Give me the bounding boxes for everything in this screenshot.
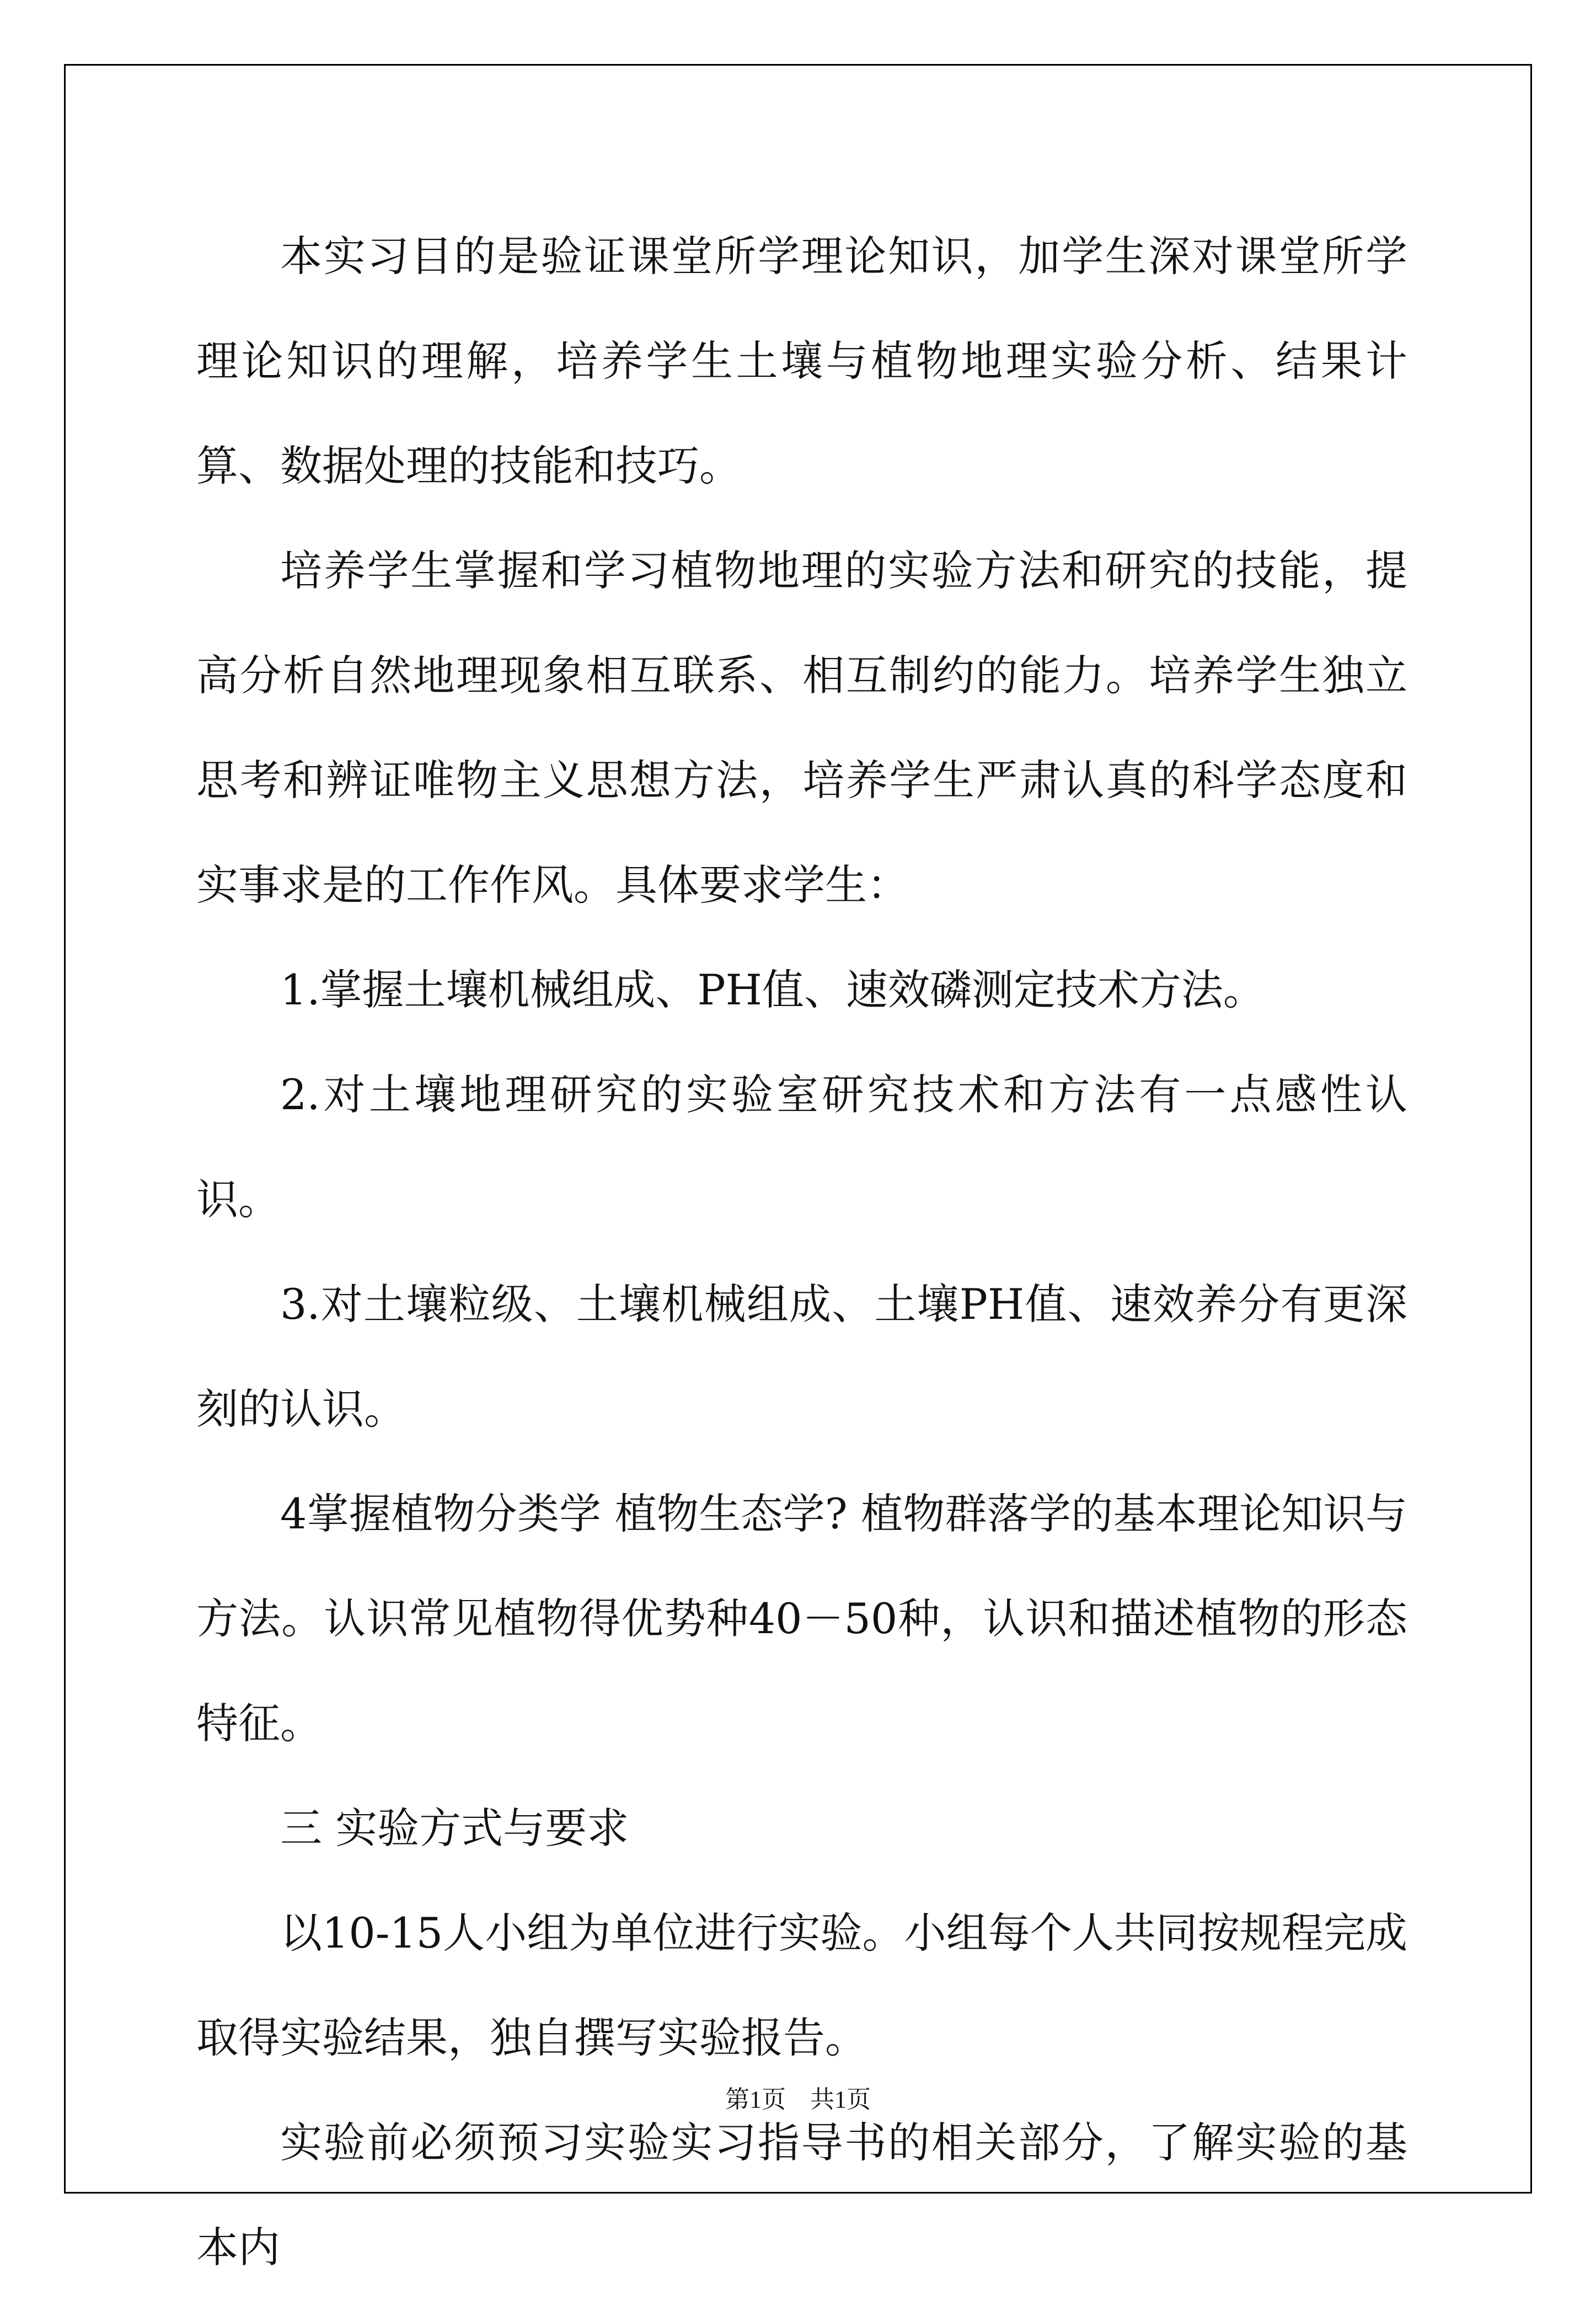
list-item-1: 1.掌握土壤机械组成、PH值、速效磷测定技术方法。	[280, 965, 1265, 1014]
paragraph-training: 培养学生掌握和学习植物地理的实验方法和研究的技能，提高分析自然地理现象相互联系、相互制约的能力。培养学生独立思考和辨证唯物主义思想方法，培养学生严肃认真的科学态度和实事求是的工作作风。具体要求学生：	[196, 546, 1407, 910]
paragraph-group-work: 以10-15人小组为单位进行实验。小组每个人共同按规程完成取得实验结果，独自撰写实验报告。	[196, 1908, 1407, 2062]
list-item-4: 4掌握植物分类学 植物生态学? 植物群落学的基本理论知识与方法。认识常见植物得优势种40－50种，认识和描述植物的形态特征。	[196, 1489, 1407, 1748]
paragraph-preview: 实验前必须预习实验实习指导书的相关部分，了解实验的基本内	[196, 2118, 1407, 2272]
list-item-3: 3.对土壤粒级、土壤机械组成、土壤PH值、速效养分有更深刻的认识。	[196, 1280, 1407, 1434]
list-item-2: 2.对土壤地理研究的实验室研究技术和方法有一点感性认识。	[196, 1070, 1407, 1224]
paragraph-objective: 本实习目的是验证课堂所学理论知识，加学生深对课堂所学理论知识的理解，培养学生土壤与植物地理实验分析、结果计算、数据处理的技能和技巧。	[196, 232, 1407, 490]
page-number-footer: 第1页 共1页	[725, 2086, 871, 2113]
section-heading: 三 实验方式与要求	[280, 1804, 629, 1853]
document-body	[196, 204, 1407, 2300]
